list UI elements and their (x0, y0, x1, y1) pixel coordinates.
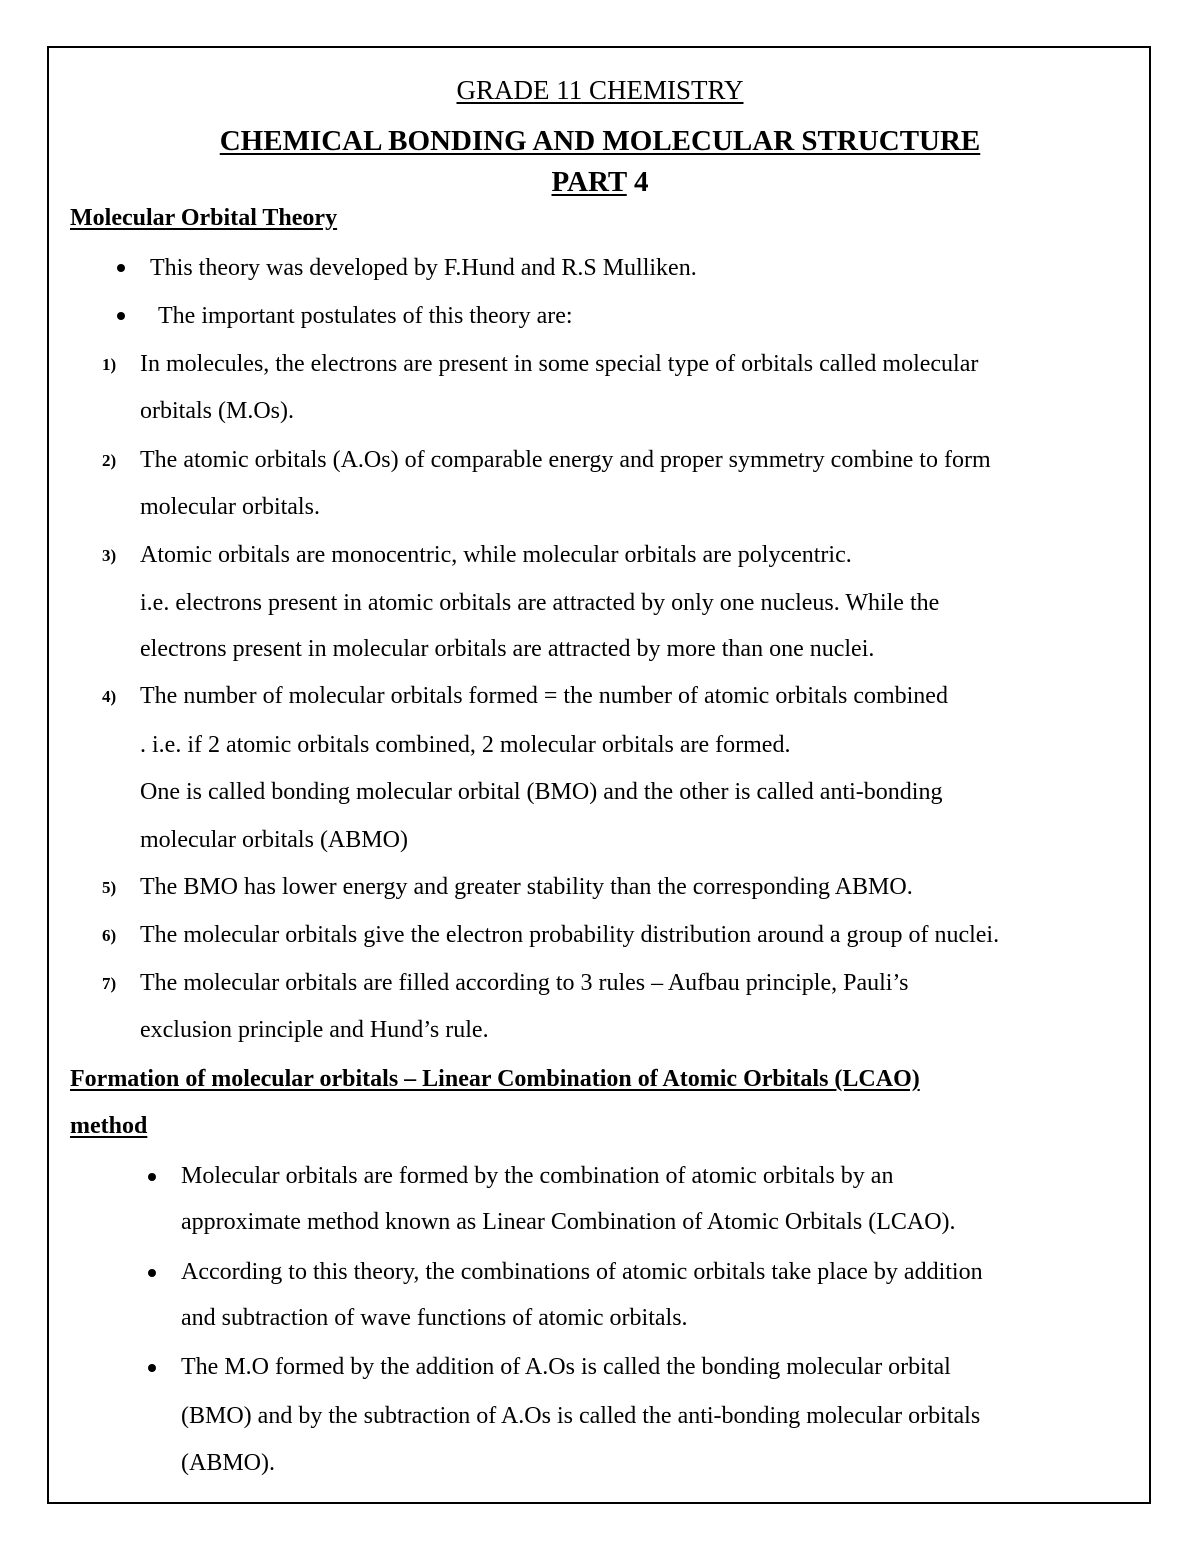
lcao-bullet-3-line-2: (BMO) and by the subtraction of A.Os is called the anti-bonding molecular orbitals (181, 1403, 981, 1429)
postulate-5-line-1: The BMO has lower energy and greater stability than the corresponding ABMO. (140, 874, 913, 900)
mot-bullet-2: The important postulates of this theory are: (158, 303, 573, 329)
postulate-number: 7) (102, 974, 117, 993)
postulate-1-line-2: orbitals (M.Os). (140, 398, 294, 424)
postulate-3-line-1: Atomic orbitals are monocentric, while molecular orbitals are polycentric. (140, 542, 852, 568)
lcao-bullet-1-line-2: approximate method known as Linear Combination of Atomic Orbitals (LCAO). (181, 1209, 956, 1235)
lcao-bullet-2-line-2: and subtraction of wave functions of atomic orbitals. (181, 1305, 688, 1331)
section-heading-mot: Molecular Orbital Theory (70, 205, 338, 231)
postulate-4-line-4: molecular orbitals (ABMO) (140, 827, 408, 853)
lcao-bullet-3-line-1: The M.O formed by the addition of A.Os is called the bonding molecular orbital (181, 1354, 951, 1380)
postulate-1-line-1: In molecules, the electrons are present in some special type of orbitals called molecular (140, 351, 979, 377)
postulate-3-line-3: electrons present in molecular orbitals are attracted by more than one nuclei. (140, 636, 875, 662)
document-title: CHEMICAL BONDING AND MOLECULAR STRUCTURE (219, 125, 981, 157)
bullet-icon (148, 1173, 156, 1181)
postulate-7-line-1: The molecular orbitals are filled according to 3 rules – Aufbau principle, Pauli’s (140, 970, 909, 996)
postulate-number: 1) (102, 355, 117, 374)
part-heading: PART 4 (551, 166, 649, 198)
section-heading-lcao-cont: method (70, 1113, 148, 1139)
bullet-icon (148, 1364, 156, 1372)
postulate-number: 6) (102, 926, 117, 945)
lcao-bullet-2-line-1: According to this theory, the combinations of atomic orbitals take place by addition (181, 1259, 983, 1285)
postulate-4-line-1: The number of molecular orbitals formed = the number of atomic orbitals combined (140, 683, 948, 709)
section-heading-lcao: Formation of molecular orbitals – Linear Combination of Atomic Orbitals (LCAO) (70, 1066, 920, 1092)
postulate-6-line-1: The molecular orbitals give the electron probability distribution around a group of nuclei. (140, 922, 1000, 948)
postulate-7-line-2: exclusion principle and Hund’s rule. (140, 1017, 489, 1043)
postulate-3-line-2: i.e. electrons present in atomic orbitals are attracted by only one nucleus. While the (140, 590, 940, 616)
postulate-number: 2) (102, 451, 117, 470)
grade-heading: GRADE 11 CHEMISTRY (456, 75, 744, 105)
lcao-bullet-3-line-3: (ABMO). (181, 1450, 275, 1476)
postulate-4-line-3: One is called bonding molecular orbital (BMO) and the other is called anti-bonding (140, 779, 943, 805)
lcao-bullet-1-line-1: Molecular orbitals are formed by the combination of atomic orbitals by an (181, 1163, 894, 1189)
postulate-2-line-2: molecular orbitals. (140, 494, 320, 520)
mot-bullet-1: This theory was developed by F.Hund and R.S Mulliken. (150, 255, 697, 281)
bullet-icon (117, 312, 125, 320)
postulate-number: 5) (102, 878, 117, 897)
bullet-icon (148, 1269, 156, 1277)
bullet-icon (117, 264, 125, 272)
postulate-2-line-1: The atomic orbitals (A.Os) of comparable energy and proper symmetry combine to form (140, 447, 991, 473)
postulate-4-line-2: . i.e. if 2 atomic orbitals combined, 2 molecular orbitals are formed. (140, 732, 791, 758)
postulate-number: 3) (102, 546, 117, 565)
postulate-number: 4) (102, 687, 117, 706)
